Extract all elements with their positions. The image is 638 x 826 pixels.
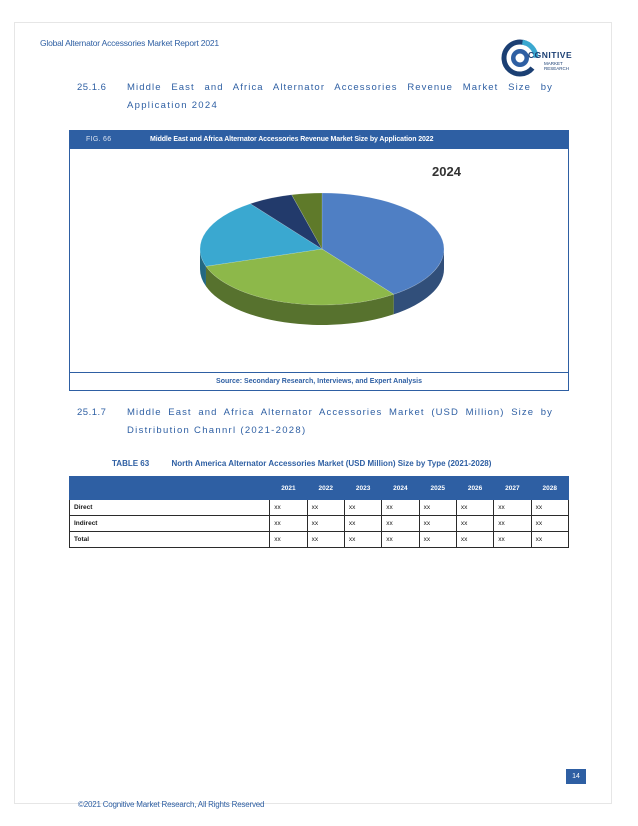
chart-title: 2024 [432,164,461,179]
figure-box [69,130,569,391]
table-cell: xx [419,516,456,532]
table-cell: xx [494,500,531,516]
table-cell: xx [456,516,493,532]
table-cell: xx [270,532,307,548]
table-cell: xx [307,516,344,532]
table-cell: xx [494,532,531,548]
logo-brand: CGNITIVE [528,50,573,60]
table-cell: xx [382,532,419,548]
table-cell: xx [456,500,493,516]
table-cell: xx [456,532,493,548]
table-label: TABLE 63 [112,459,150,468]
header-cell: 2027 [494,477,531,500]
section-heading-line2: Application 2024 [127,100,219,111]
row-label: Indirect [70,516,270,532]
table-cell: xx [382,516,419,532]
header-cell: 2024 [382,477,419,500]
table-caption [112,459,491,468]
table-cell: xx [419,500,456,516]
table-cell: xx [307,532,344,548]
market-size-table [69,476,569,548]
header-cell: 2023 [344,477,381,500]
table-row [70,500,569,516]
section-heading-line2: Distribution Channrl (2021-2028) [127,425,307,436]
figure-label: FIG. 66 [86,136,112,143]
table-row [70,516,569,532]
logo-sub1: MARKET [544,61,563,66]
table-cell: xx [344,516,381,532]
header-cell: 2022 [307,477,344,500]
company-logo [500,38,578,78]
header-cell [70,477,270,500]
table-cell: xx [344,532,381,548]
figure-title: Middle East and Africa Alternator Accessories Revenue Market Size by Application 2022 [150,136,434,143]
section-number: 25.1.6 [77,82,107,93]
figure-header [70,131,568,149]
report-title: Global Alternator Accessories Market Report 2021 [40,38,219,48]
table-row [70,532,569,548]
table-cell: xx [531,516,568,532]
table-cell: xx [270,516,307,532]
logo-sub2: RESEARCH [544,66,570,71]
table-cell: xx [419,532,456,548]
table-cell: xx [494,516,531,532]
section-heading-line1: Middle East and Africa Alternator Accessories Market (USD Million) Size by [127,407,553,418]
row-label: Total [70,532,270,548]
header-cell: 2021 [270,477,307,500]
table-cell: xx [344,500,381,516]
table-cell: xx [307,500,344,516]
page-number: 14 [566,769,586,784]
header-cell: 2025 [419,477,456,500]
section-heading-line1: Middle East and Africa Alternator Accessories Revenue Market Size by [127,82,553,93]
pie-chart [70,149,568,369]
table-title: North America Alternator Accessories Market (USD Million) Size by Type (2021-2028) [171,459,492,468]
table-header-row [70,477,569,500]
footer-copyright: ©2021 Cognitive Market Research, All Rights Reserved [78,800,265,809]
table-cell: xx [531,532,568,548]
row-label: Direct [70,500,270,516]
table-cell: xx [531,500,568,516]
table-cell: xx [270,500,307,516]
header-cell: 2028 [531,477,568,500]
section-number: 25.1.7 [77,407,107,418]
figure-source: Source: Secondary Research, Interviews, and Expert Analysis [70,372,568,391]
header-cell: 2026 [456,477,493,500]
table-cell: xx [382,500,419,516]
